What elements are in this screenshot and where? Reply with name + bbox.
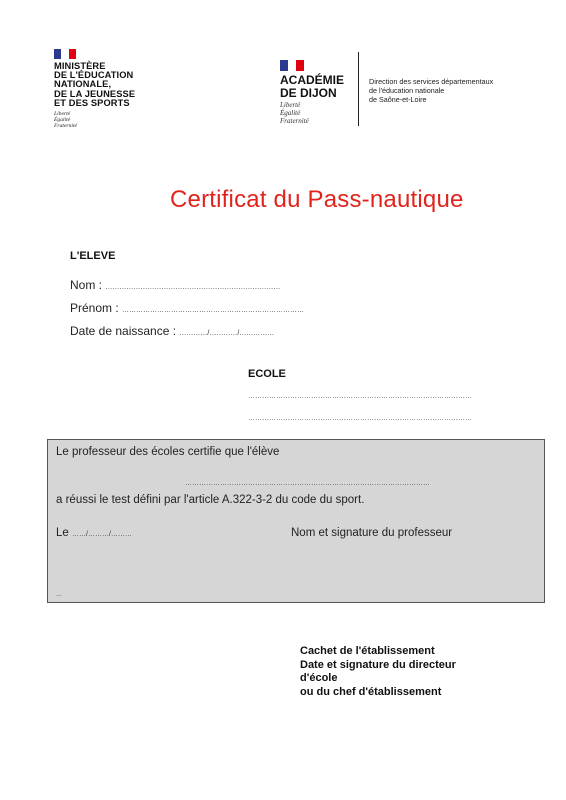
ministry-name: MINISTÈRE DE L'ÉDUCATION NATIONALE, DE LA JEUNESSE ET DES SPORTS <box>54 61 136 108</box>
stamp-line-2: Date et signature du directeur <box>300 658 456 671</box>
stamp-line-3: d'école <box>300 672 338 684</box>
signature-label: Nom et signature du professeur <box>291 527 453 539</box>
nom-field <box>70 278 280 292</box>
ecole-heading: ECOLE <box>248 368 286 380</box>
nom-dots: ………………………………………………………………… <box>105 284 281 291</box>
certif-student-dots: …………………………………………………………………………………………… <box>185 480 430 487</box>
academy-name: ACADÉMIE DE DIJON <box>280 73 345 100</box>
document-title: Certificat du Pass-nautique <box>170 186 464 213</box>
prenom-field <box>70 301 304 315</box>
naissance-dots: …………/…………/…………… <box>179 330 275 337</box>
direction-text: Direction des services départementaux de l'éducation nationale de Saône-et-Loire <box>369 77 494 104</box>
nom-label: Nom : <box>70 278 103 292</box>
stamp-line-4: ou du chef d'établissement <box>300 685 442 698</box>
french-flag-icon <box>54 49 76 59</box>
logo-divider <box>358 52 359 126</box>
prenom-dots: …………………………………………………………………… <box>122 307 305 314</box>
ministry-motto: Liberté Égalité Fraternité <box>54 111 77 129</box>
certif-line-3: a réussi le test défini par l'article A.322-3-2 du code du sport. <box>56 494 365 506</box>
stamp-block <box>300 645 456 699</box>
french-flag-icon <box>280 60 304 71</box>
ecole-line-1: …………………………………………………………………………………… <box>248 393 472 400</box>
prenom-label: Prénom : <box>70 301 119 315</box>
certif-date-dots: ……/………/……… <box>72 531 132 538</box>
naissance-field <box>70 324 274 338</box>
certification-box <box>47 439 545 603</box>
certif-date <box>56 527 132 539</box>
ecole-line-2: …………………………………………………………………………………… <box>248 415 472 422</box>
certif-line-1: Le professeur des écoles certifie que l'élève <box>56 446 280 458</box>
stamp-line-1: Cachet de l'établissement <box>300 645 435 657</box>
eleve-heading: L'ELEVE <box>70 250 116 262</box>
certif-footer-dots: … <box>56 592 62 598</box>
academy-motto: Liberté Égalité Fraternité <box>280 101 309 125</box>
naissance-label: Date de naissance : <box>70 324 177 338</box>
certif-date-prefix: Le <box>56 527 69 539</box>
